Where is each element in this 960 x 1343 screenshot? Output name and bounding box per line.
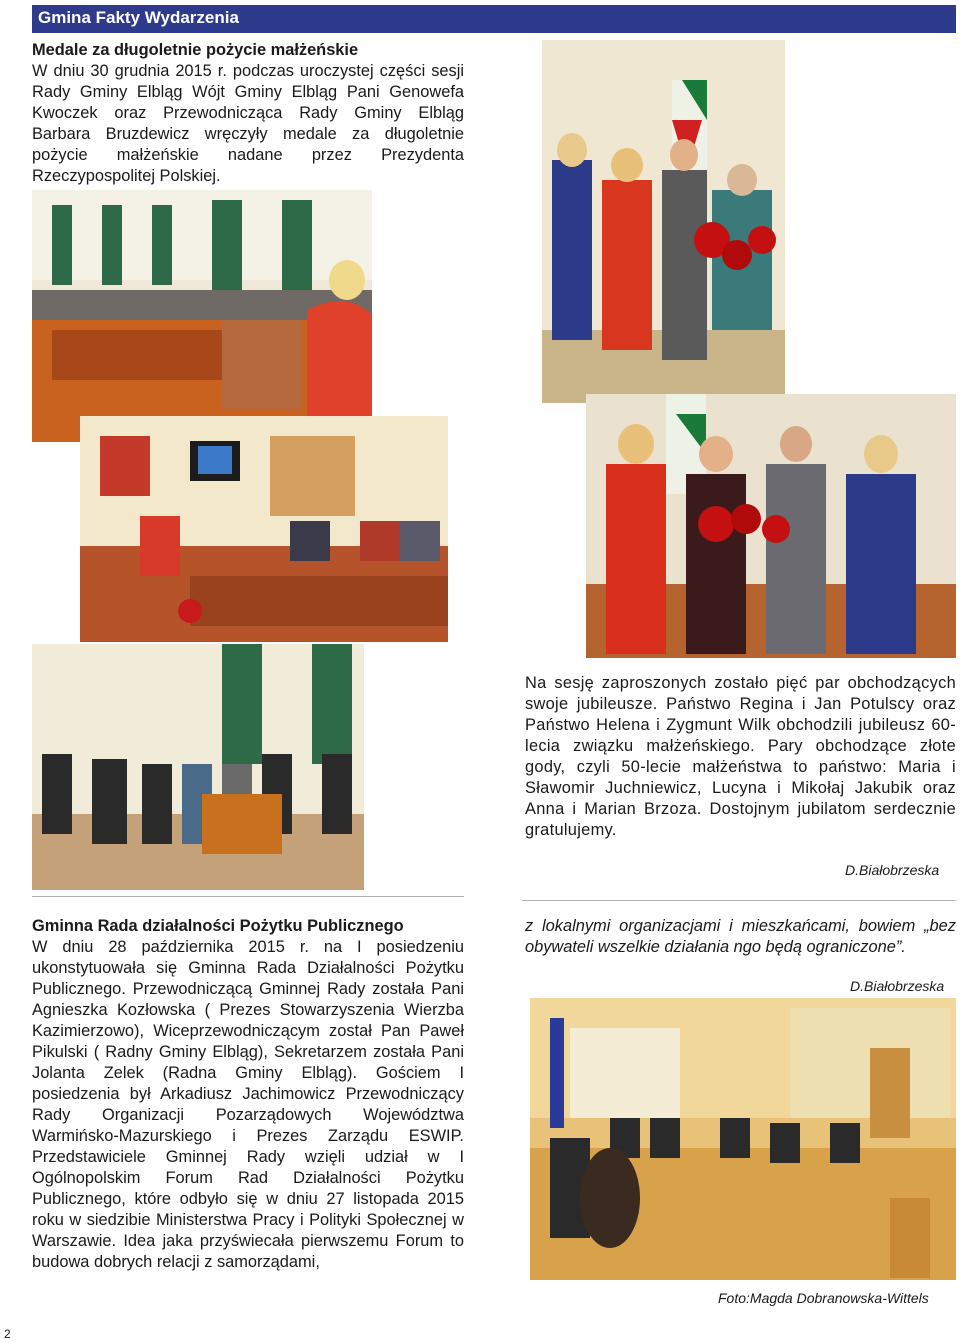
- photo-jubilee-couple: [586, 394, 956, 658]
- article2-author: D.Białobrzeska: [850, 978, 945, 994]
- section-title: Gmina Fakty Wydarzenia: [38, 8, 239, 27]
- photo-medal-presentation: [542, 40, 785, 403]
- photo-session-room: [80, 416, 448, 642]
- photo-forum-meeting: [530, 998, 956, 1280]
- article2-body-right: z lokalnymi organizacjami i mieszkańcami, bowiem „bez obywateli wszelkie działania ngo będą ograniczone”.: [525, 917, 956, 956]
- article-intro: W dniu 30 grudnia 2015 r. podczas uroczystej części sesji Rady Gminy Elbląg Wójt Gminy Elbląg Pani Genowefa Kwoczek oraz Przewodnicząca Rady Gminy Elbląg Barbara Bruzdewicz wręczyły medale za długoletnie pożycie małżeńskie nadane przez Prezydenta Rzeczypospolitej Polskiej.: [32, 62, 464, 185]
- page-number: 2: [4, 1327, 11, 1341]
- section-divider-right: [522, 900, 956, 901]
- photo-audience: [32, 644, 364, 890]
- article-title: Medale za długoletnie pożycie małżeńskie: [32, 41, 359, 59]
- section-divider-left: [32, 896, 464, 897]
- photo-council-hall-speaker: [32, 190, 372, 442]
- article2-body-left: W dniu 28 października 2015 r. na I posiedzeniu ukonstytuowała się Gminna Rada Działalności Pożytku Publicznego. Przewodniczącą Gminnej Rady została Pani Agnieszka Kozłowska ( Prezes Stowarzyszenia Wierzba Kazimierzowo), Wiceprzewodniczącym został Pan Paweł Pikulski ( Radny Gminy Elbląg), Sekretarzem została Pani Jolanta Zelek (Radna Gminy Elbląg). Gościem I posiedzenia był Arkadiusz Jachimowicz Przewodniczący Rady Organizacji Pozarządowych Województwa Warmińsko-Mazurskiego i Prezes Zarządu ESWIP. Przedstawiciele Gminnej Rady wzięli udział w I Ogólnopolskim Forum Rad Działalności Pożytku Publicznego, które odbyło się w dniu 27 listopada 2015 roku w siedzibie Ministerstwa Pracy i Polityki Społecznej w Warszawie. Idea jaka przyświecała pierwszemu Forum to budowa dobrych relacji z samorządami,: [32, 938, 464, 1271]
- article-author: D.Białobrzeska: [845, 862, 940, 878]
- article-body: Na sesję zaproszonych zostało pięć par obchodzących swoje jubileusze. Państwo Regina i Jan Potulscy oraz Państwo Helena i Zygmunt Wilk obchodzili jubileusz 60-lecia związku małżeńskiego. Pary obchodzące złote gody, czyli 50-lecie małżeństwa to państwo: Maria i Sławomir Juchniewicz, Lucyna i Mikołaj Jakubik oraz Anna i Marian Brzoza. Dostojnym jubilatom serdecznie gratulujemy.: [525, 674, 956, 839]
- photo-credit: Foto:Magda Dobranowska-Wittels: [718, 1290, 929, 1306]
- article2-title: Gminna Rada działalności Pożytku Publicznego: [32, 917, 404, 935]
